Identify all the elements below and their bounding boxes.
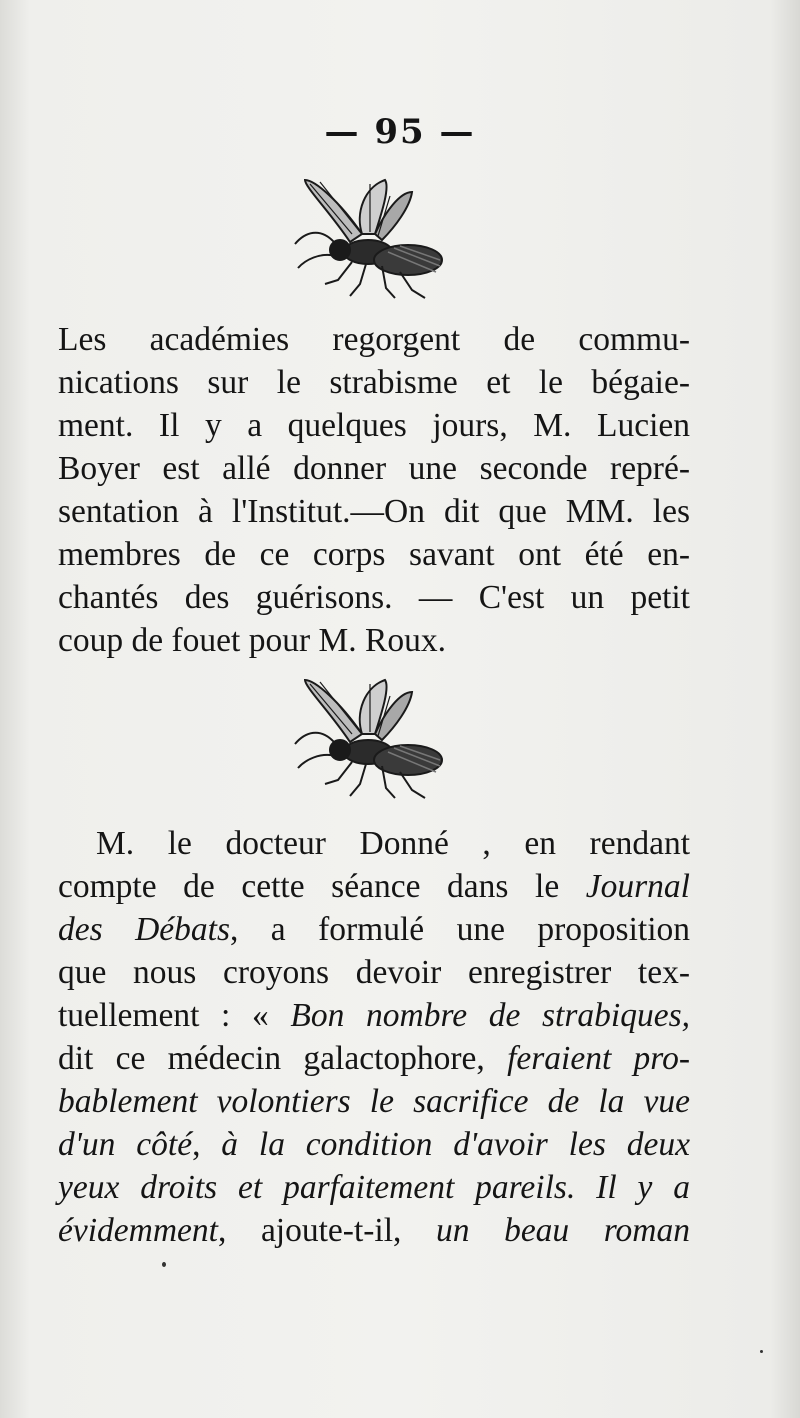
journal-title: des Débats <box>58 911 230 948</box>
text-line: M. le docteur Donné , en rendant <box>96 825 690 862</box>
text-line <box>58 1209 690 1252</box>
text-line: coup de fouet pour M. Roux. <box>58 622 446 659</box>
text-line: ment. Il y a quelques jours, M. Lucien <box>58 407 690 444</box>
text-line <box>58 994 690 1037</box>
quotation: à la condition d'avoir les deux <box>221 1126 690 1163</box>
text-line <box>58 1037 690 1080</box>
text-run: , ajoute-t-il, <box>217 1212 436 1249</box>
paragraph-academies <box>58 318 690 662</box>
page-number: — 95 — <box>324 112 476 152</box>
text-run: dit ce médecin galactophore, <box>58 1040 508 1077</box>
quotation-line: bablement volontiers le sacrifice de la vue <box>58 1083 690 1120</box>
quotation: d'un côté <box>58 1126 193 1163</box>
quotation: évidemment <box>58 1212 218 1249</box>
text-line <box>58 865 690 908</box>
text-line <box>58 1123 690 1166</box>
text-line: nications sur le strabisme et le bégaie- <box>58 364 690 401</box>
text-run: , a formulé une proposition <box>230 911 690 948</box>
quotation: un beau roman <box>435 1212 690 1249</box>
text-line: sentation à l'Institut.—On dit que MM. les <box>58 493 690 530</box>
wasp-ornament-icon <box>290 672 450 807</box>
text-line: Les académies regorgent de commu- <box>58 321 690 358</box>
text-run: , <box>192 1126 222 1163</box>
quotation-line: yeux droits et parfaitement pareils. Il y a <box>58 1169 690 1206</box>
quotation: Bon nombre de strabiques, <box>290 997 690 1034</box>
text-line: membres de ce corps savant ont été en- <box>58 536 690 573</box>
text-line: chantés des guérisons. — C'est un petit <box>58 579 690 616</box>
wasp-ornament-icon <box>290 172 450 307</box>
text-line: que nous croyons devoir enregistrer tex- <box>58 954 690 991</box>
text-line <box>58 908 690 951</box>
paper-speck <box>162 1262 166 1267</box>
paragraph-donne <box>58 822 690 1252</box>
paper-speck <box>760 1350 763 1353</box>
text-run: compte de cette séance dans le <box>58 868 586 905</box>
text-run: tuellement : « <box>58 997 291 1034</box>
text-line: Boyer est allé donner une seconde repré- <box>58 450 690 487</box>
quotation: feraient pro- <box>507 1040 690 1077</box>
journal-title: Journal <box>585 868 690 905</box>
